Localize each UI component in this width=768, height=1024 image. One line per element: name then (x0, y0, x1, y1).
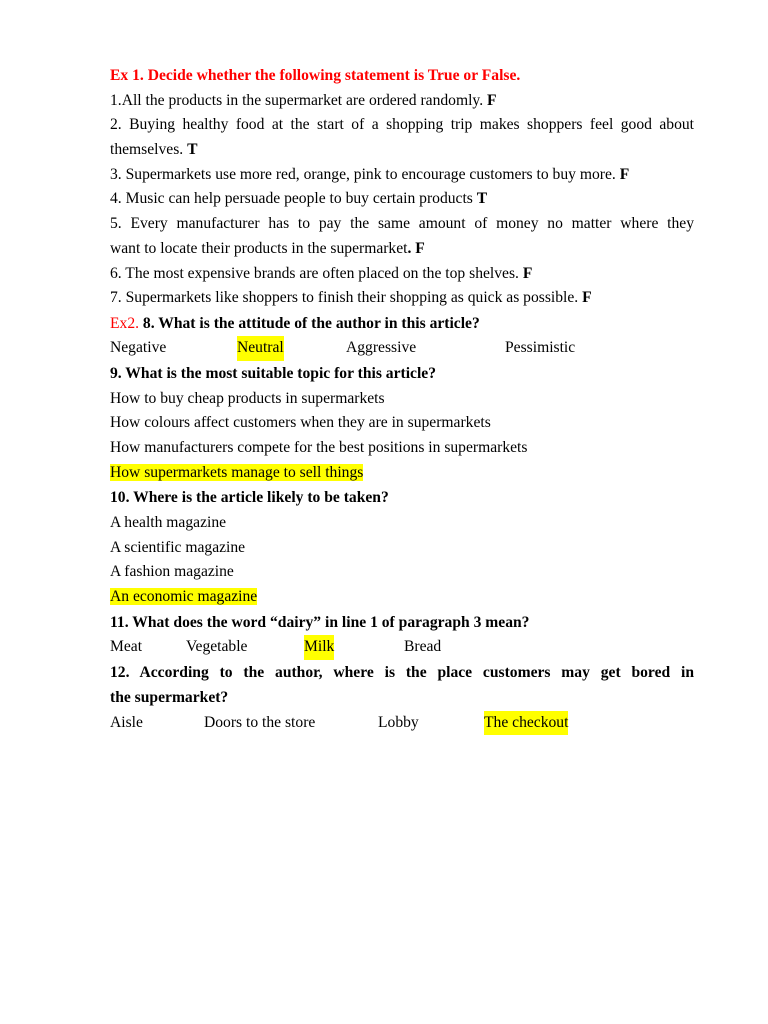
answer-mark: T (187, 141, 198, 159)
ex1-item-6 (110, 262, 694, 287)
option: How colours affect customers when they are in supermarkets (110, 414, 491, 432)
statement-text: 7. Supermarkets like shoppers to finish their shopping as quick as possible. (110, 289, 583, 307)
ex1-item-4 (110, 187, 694, 212)
option: Meat (110, 638, 143, 656)
option: Pessimistic (505, 339, 576, 357)
ex1-item-7 (110, 286, 694, 311)
ex2-label: Ex2. (110, 314, 140, 332)
statement-text: want to locate their products in the supermarket (110, 239, 408, 257)
option-selected: The checkout (484, 711, 568, 736)
statement-text: 3. Supermarkets use more red, orange, pink to encourage customers to buy more. (110, 165, 620, 183)
ex1-item-5-line1: 5. Every manufacturer has to pay the same amount of money no matter where they (110, 215, 694, 233)
answer-mark: T (476, 190, 488, 208)
answer-mark: F (522, 264, 533, 282)
option: How to buy cheap products in supermarkets (110, 389, 385, 407)
option: A fashion magazine (110, 563, 234, 581)
statement-text: themselves. (110, 141, 188, 159)
ex1-title: Ex 1. Decide whether the following statement is True or False. (110, 67, 521, 84)
question-12-line1: 12. According to the author, where is the place customers may get bored in (110, 663, 694, 681)
option: Aggressive (346, 339, 417, 357)
option: Negative (110, 339, 167, 357)
option: How manufacturers compete for the best positions in supermarkets (110, 438, 528, 456)
ex1-item-5-line2 (110, 237, 694, 262)
question-12-options (110, 711, 694, 736)
ex1-item-2-line1: 2. Buying healthy food at the start of a shopping trip makes shoppers feel good about (110, 116, 694, 134)
option: Bread (404, 638, 442, 656)
statement-text: 4. Music can help persuade people to buy certain products (110, 190, 477, 208)
question-10: 10. Where is the article likely to be taken? (110, 489, 389, 507)
answer-mark: F (619, 165, 630, 183)
option: A scientific magazine (110, 538, 246, 556)
question-11: 11. What does the word “dairy” in line 1 of paragraph 3 mean? (110, 613, 530, 631)
option: Doors to the store (204, 713, 316, 731)
option-selected: How supermarkets manage to sell things (110, 463, 364, 481)
question-text: 8. What is the attitude of the author in this article? (139, 314, 480, 332)
option-selected-row (110, 461, 694, 486)
option: A health magazine (110, 513, 227, 531)
option: Vegetable (186, 638, 248, 656)
statement-text: 6. The most expensive brands are often placed on the top shelves. (110, 264, 523, 282)
answer-mark: F (582, 289, 592, 307)
question-8-options (110, 336, 694, 361)
question-11-options (110, 635, 694, 660)
option-selected: Neutral (237, 336, 284, 361)
answer-mark: F (487, 91, 497, 109)
option: Aisle (110, 713, 143, 731)
option: Lobby (378, 713, 419, 731)
ex1-item-2-line2 (110, 138, 694, 163)
answer-mark: . F (407, 239, 425, 257)
question-12-line2: the supermarket? (110, 689, 229, 707)
option-selected: An economic magazine (110, 587, 258, 605)
worksheet (110, 64, 694, 735)
statement-text: 1.All the products in the supermarket are ordered randomly. (110, 91, 488, 109)
option-selected-row (110, 585, 694, 610)
ex1-item-3 (110, 163, 694, 188)
question-9: 9. What is the most suitable topic for this article? (110, 365, 437, 383)
option-selected: Milk (304, 635, 334, 660)
ex1-item-1 (110, 89, 694, 114)
question-8 (110, 311, 694, 337)
